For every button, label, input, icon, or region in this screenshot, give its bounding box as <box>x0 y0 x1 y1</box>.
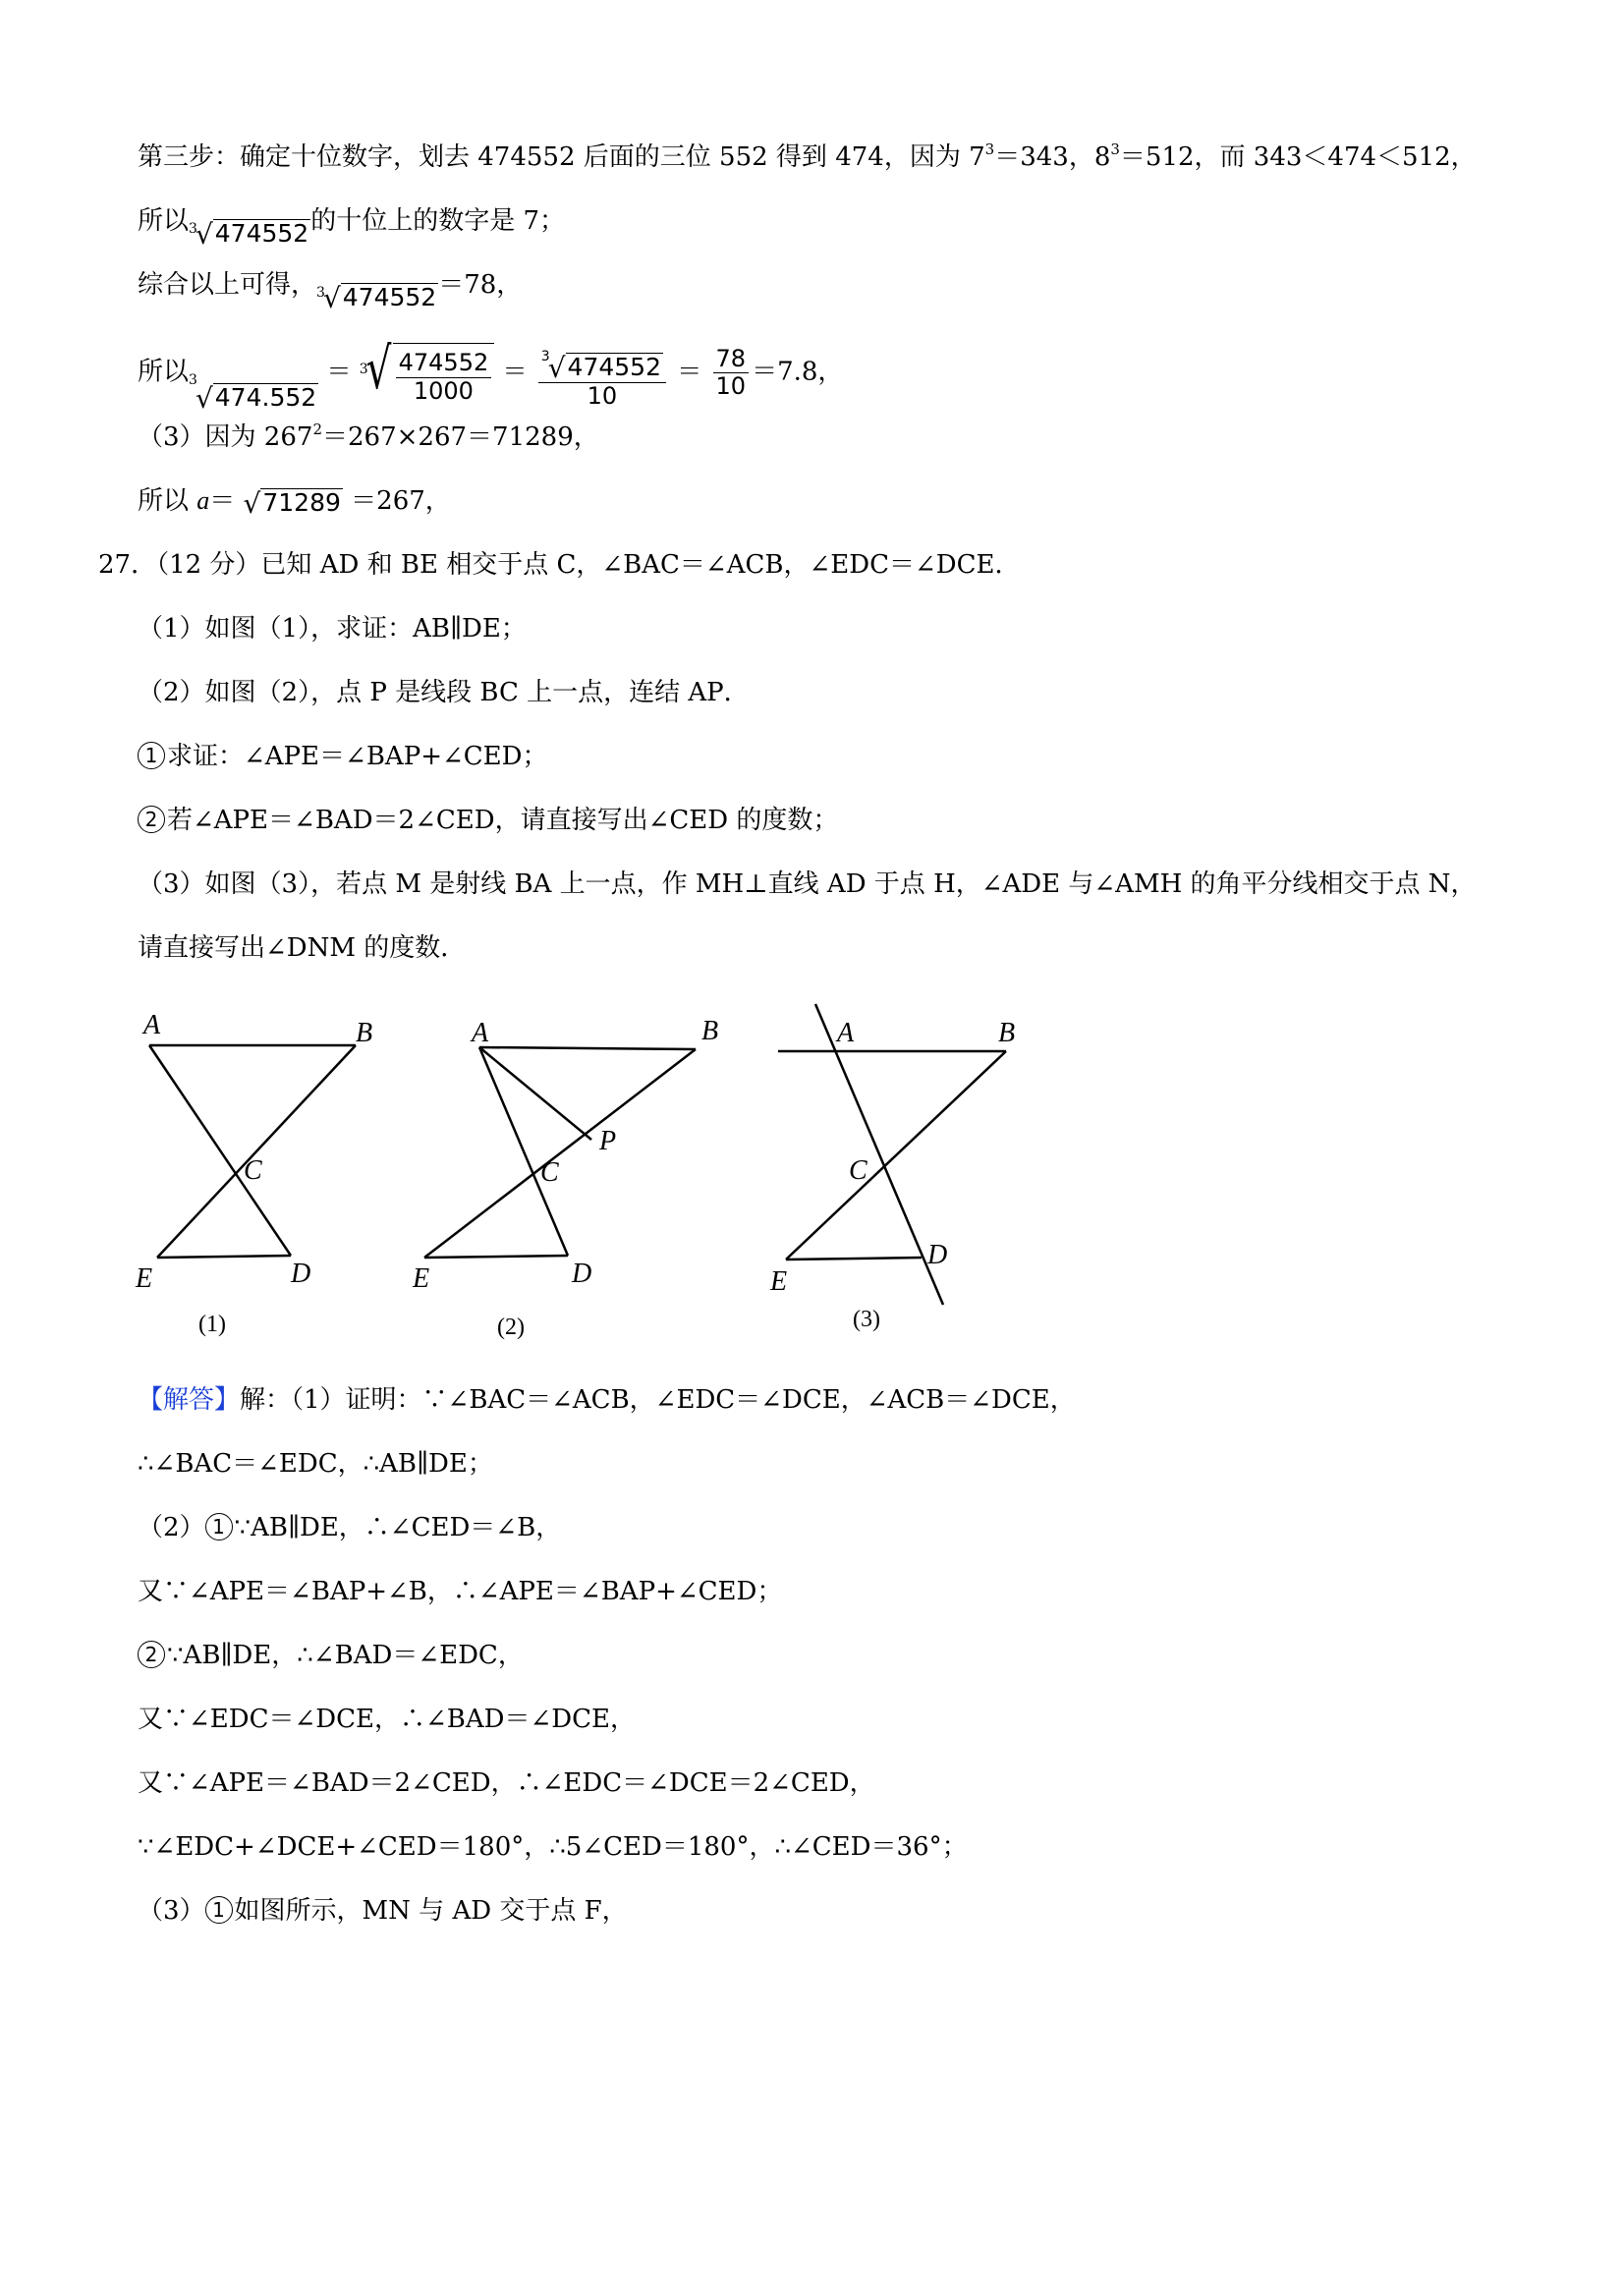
denominator: 1000 <box>413 376 474 405</box>
text: ∵AB∥DE，∴∠CED＝∠B， <box>234 1513 562 1542</box>
figure-1 <box>128 1002 403 1346</box>
figure-caption: (3) <box>853 1307 880 1332</box>
radicand: 474552 <box>214 219 309 249</box>
point-label-b: B <box>701 1016 719 1046</box>
step3-text-c: ＝512，而 343＜474＜512， <box>1119 142 1477 172</box>
point-label-e: E <box>413 1263 430 1294</box>
cube-root <box>189 213 310 249</box>
cube-root <box>540 349 663 384</box>
circled-number: 1 <box>205 1896 233 1924</box>
text: 求证：∠APE＝∠BAP+∠CED； <box>167 742 548 771</box>
equals: ＝ <box>677 357 702 386</box>
solution-line6: 又∵∠EDC＝∠DCE，∴∠BAD＝∠DCE， <box>138 1705 637 1734</box>
text: 所以 <box>138 486 197 516</box>
point-label-c: C <box>244 1155 262 1186</box>
text: ＝267×267＝71289， <box>321 422 599 452</box>
point-label-d: D <box>572 1259 592 1289</box>
radical-sign: √ <box>195 381 213 415</box>
point-label-b: B <box>998 1018 1016 1048</box>
exponent: 3 <box>1110 140 1120 158</box>
text: ＝7.8， <box>752 357 844 387</box>
point-label-a: A <box>837 1018 855 1048</box>
solution-line7: 又∵∠APE＝∠BAD＝2∠CED，∴∠EDC＝∠DCE＝2∠CED， <box>138 1768 875 1798</box>
summary-line <box>138 265 522 312</box>
question-part2-1 <box>138 737 548 776</box>
step3-line2 <box>138 201 565 249</box>
root-index: 3 <box>540 349 550 364</box>
exponent: 2 <box>312 420 322 438</box>
solution-line2: ∴∠BAC＝∠EDC，∴AB∥DE； <box>138 1449 493 1479</box>
point-label-e: E <box>770 1266 788 1297</box>
question-head: 27．（12 分）已知 AD 和 BE 相交于点 C，∠BAC＝∠ACB，∠EDC＝∠DCE． <box>98 550 1021 580</box>
text: ＝ <box>209 486 244 516</box>
point-label-b: B <box>356 1018 373 1048</box>
text: 综合以上可得， <box>138 270 317 300</box>
radicand: 474552 <box>567 353 661 381</box>
point-label-c: C <box>540 1157 559 1188</box>
text: 的十位上的数字是 7； <box>310 206 566 236</box>
radical-sign: √ <box>322 282 341 314</box>
text: （3）因为 267 <box>138 422 313 452</box>
text: 所以 <box>138 206 190 236</box>
point-label-e: E <box>136 1263 153 1294</box>
root-index: 3 <box>189 371 197 388</box>
cube-root <box>189 352 318 413</box>
circled-number: 1 <box>138 742 165 769</box>
text: （3） <box>138 1896 205 1926</box>
question-part1: （1）如图（1），求证：AB∥DE； <box>138 614 527 644</box>
point-label-p: P <box>599 1126 617 1156</box>
text: 解：（1）证明：∵∠BAC＝∠ACB，∠EDC＝∠DCE，∠ACB＝∠DCE， <box>240 1385 1076 1415</box>
root-index: 3 <box>189 221 197 237</box>
decimal-line <box>138 336 843 413</box>
radical-sign: √ <box>243 487 261 520</box>
point-label-a: A <box>143 1010 161 1040</box>
equals: ＝ <box>326 357 352 386</box>
radical-sign: √ <box>365 335 392 403</box>
part3-line1 <box>138 418 599 457</box>
exponent: 3 <box>984 140 995 158</box>
root-index: 3 <box>316 285 325 301</box>
question-part3-line1: （3）如图（3），若点 M 是射线 BA 上一点，作 MH⊥直线 AD 于点 H，∠ADE 与∠AMH 的角平分线相交于点 N， <box>138 869 1477 899</box>
solution-line5 <box>138 1636 524 1675</box>
text: 如图所示，MN 与 AD 交于点 F， <box>234 1896 628 1926</box>
root-index: 3 <box>359 362 368 378</box>
solution-line1 <box>138 1380 1076 1420</box>
radicand <box>393 343 495 409</box>
step3-text-a: 第三步：确定十位数字，划去 474552 后面的三位 552 得到 474，因为 7 <box>138 142 985 172</box>
square-root <box>244 488 343 518</box>
equals: ＝ <box>502 357 528 386</box>
figure-3 <box>766 992 1061 1346</box>
text: ＝267， <box>342 486 451 516</box>
point-label-d: D <box>291 1259 311 1289</box>
figure-caption: (2) <box>497 1315 525 1340</box>
step3-line1 <box>138 138 1477 177</box>
cube-root-fraction <box>360 337 495 409</box>
radicand: 474.552 <box>214 382 317 412</box>
question-part2-2 <box>138 801 838 840</box>
fraction <box>538 336 666 410</box>
question-part2: （2）如图（2），点 P 是线段 BC 上一点，连结 AP． <box>138 678 750 707</box>
radical-sign: √ <box>547 351 566 384</box>
radicand: 474552 <box>342 283 437 312</box>
numerator: 474552 <box>396 350 492 378</box>
denominator: 10 <box>715 372 747 401</box>
point-label-c: C <box>849 1155 867 1186</box>
radicand: 71289 <box>262 488 341 518</box>
circled-number: 2 <box>138 1641 165 1668</box>
cube-root <box>316 277 438 312</box>
text: 所以 <box>138 357 190 387</box>
solution-line3 <box>138 1508 561 1547</box>
solution-line4: 又∵∠APE＝∠BAP+∠B，∴∠APE＝∠BAP+∠CED； <box>138 1577 783 1606</box>
denominator: 10 <box>587 381 618 410</box>
text: ∵AB∥DE，∴∠BAD＝∠EDC， <box>167 1641 524 1670</box>
point-label-d: D <box>927 1240 948 1270</box>
part3-line2 <box>138 481 451 521</box>
text: 若∠APE＝∠BAD＝2∠CED，请直接写出∠CED 的度数； <box>167 806 839 835</box>
answer-tag: 【解答】 <box>138 1385 241 1415</box>
numerator: 78 <box>713 346 750 374</box>
fraction <box>713 346 750 401</box>
text: （2） <box>138 1513 205 1542</box>
point-label-a: A <box>472 1018 489 1048</box>
solution-line9 <box>138 1891 628 1931</box>
variable: a <box>196 486 210 515</box>
circled-number: 2 <box>138 806 165 833</box>
figure-caption: (1) <box>198 1312 226 1337</box>
step3-text-b: ＝343，8 <box>994 142 1111 172</box>
radical-sign: √ <box>195 218 213 251</box>
fraction <box>396 350 492 405</box>
figure-2 <box>403 1002 737 1346</box>
numerator <box>538 336 666 383</box>
circled-number: 1 <box>205 1513 233 1540</box>
text: ＝78， <box>438 270 523 300</box>
solution-line8: ∵∠EDC+∠DCE+∠CED＝180°，∴5∠CED＝180°，∴∠CED＝36°； <box>138 1832 968 1862</box>
question-part3-line2: 请直接写出∠DNM 的度数． <box>138 933 467 963</box>
